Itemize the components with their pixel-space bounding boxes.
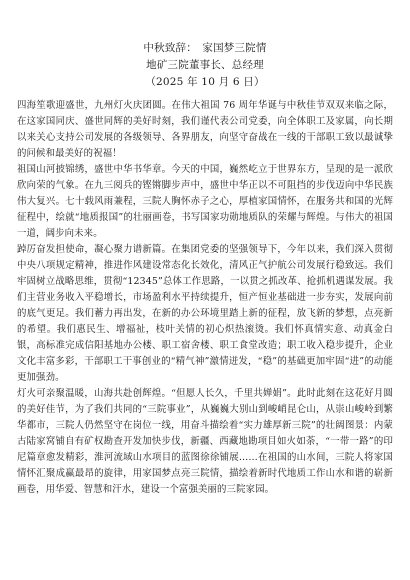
paragraph-greeting: 四海笙歌迎盛世，九州灯火庆团圆。在伟大祖国 76 周年华诞与中秋佳节双双来临之际，在这家国同庆、盛世同辉的美好时刻，我们谨代表公司党委，向全体职工及家属，向长期以来关心支持公司发展的各级领导、各界朋友，向坚守奋战在一线的干部职工致以最诚挚的问候和最美好的祝福！ <box>17 100 393 159</box>
paragraph-mid-autumn: 灯火可亲聚温暖，山海共赴创辉煌。“但愿人长久，千里共婵娟”。此时此刻在这花好月圆的美好佳节，为了我们共同的“三院事业”，从巍巍大别山到峻峭昆仑山，从崇山峻岭到繁华都市，三院人仍然坚守在岗位一线，用奋斗描绘着“实力雄厚新三院”的壮阔图景：内蒙古陆家窝铺自有矿权勘查开发加快步伐，新疆、西藏地勘项目如火如荼，“一带一路”的印尼篇章愈发精彩，淮河流域山水项目的蓝图徐徐铺展……在祖国的山水间，三院人将家国情怀汇聚成赢最昂的旋律，用家国梦点亮三院情，描绘着新时代地质工作山水和谐的崭新画卷，用华爱、智慧和汗水，建设一个富强美丽的三院家园。 <box>17 388 393 495</box>
paragraph-motherland: 祖国山河披锦绣，盛世中华书华章。今天的中国，巍然屹立于世界东方，呈现的是一派欣欣向荣的气象。在九三阅兵的铿锵脚步声中，盛世中华正以不可阻挡的步伐迈向中华民族伟大复兴。七十载风雨兼程，三院人胸怀赤子之心，厚植家国情怀，在服务共和国的光辉征程中，绘就“地质报国”的壮丽画卷，书写国家功勋地质队的荣耀与辉煌。与伟大的祖国一道，阔步向未来。 <box>17 164 393 239</box>
author-line: 地矿三院董事长、总经理 <box>146 59 264 71</box>
letter-page <box>17 40 393 498</box>
letter-title: 中秋致辞： 家国梦三院情 <box>143 42 267 54</box>
paragraph-achievements: 踔厉奋发担使命，凝心聚力谱新篇。在集团党委的坚强领导下，今年以来，我们深入贯彻中央八项规定精神，推进作风建设常态化长效化，清风正气护航公司发展行稳致远。我们牢固树立战略思维，贯彻“12345”总体工作思路，一以贯之抓改革、抢抓机遇谋发展。我们主营业务收入平稳增长，市场盈利水平持续提升，恒产恒业基础进一步夯实，发展向前的底气更足。我们蓄力再出发，在新的办公环境里踏上新的征程，放飞新的梦想，点亮新的希望。我们惠民生、增福祉，枝叶关情的初心炽热滚烫。我们怀真情实意、动真金白银，高标准完成信阳基地办公楼、职工宿舍楼、职工食堂改造；职工收入稳步提升，企业文化丰富多彩，干部职工干事创业的“精气神”激情迸发，“稳”的基础更加牢固“进”的动能更加强劲。 <box>17 244 393 383</box>
date-line: （2025 年 10 月 6 日） <box>145 76 265 88</box>
